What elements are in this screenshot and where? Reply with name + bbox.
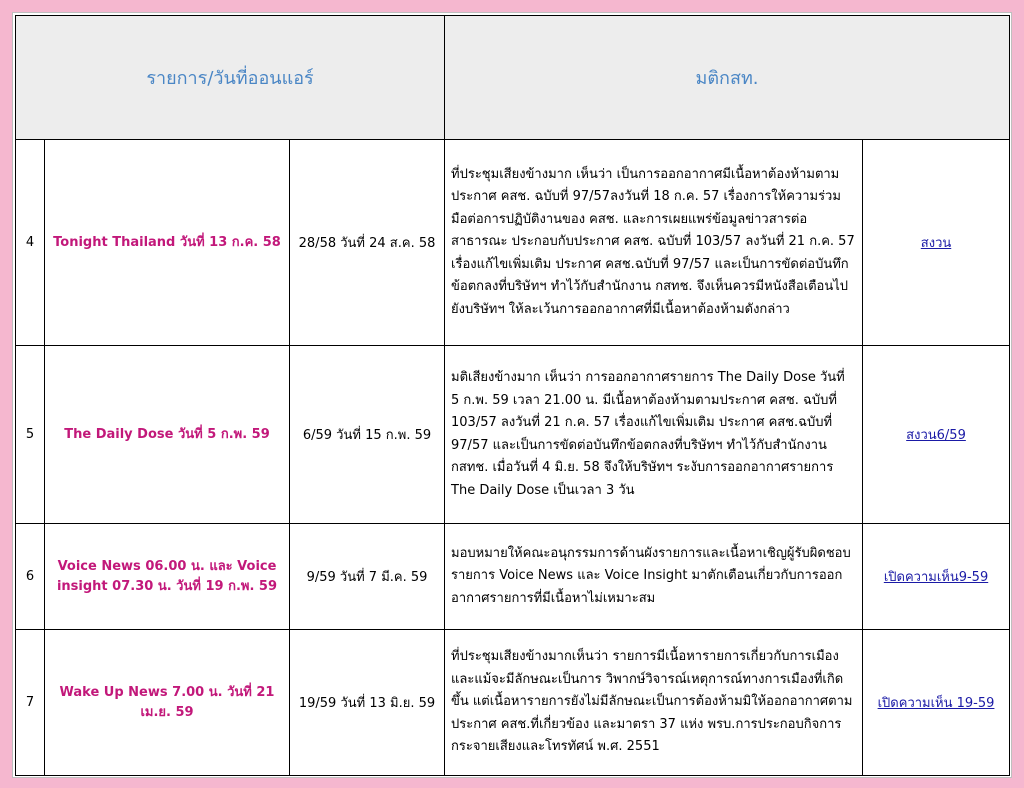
meeting-reference: 28/58 วันที่ 24 ส.ค. 58 (290, 140, 445, 346)
opinion-link[interactable]: เปิดความเห็น9-59 (883, 570, 989, 585)
table-row (16, 524, 1010, 630)
resolutions-table (15, 15, 1010, 776)
link-cell (863, 630, 1010, 776)
table-row (16, 346, 1010, 524)
resolution-text: ที่ประชุมเสียงข้างมากเห็นว่า รายการมีเนื้อหารายการเกี่ยวกับการเมืองและแม้จะมีลักษณะเป็นการ วิพากษ์วิจารณ์เหตุการณ์ทางการเมืองที่เกิดขึ้น แต่เนื้อหารายการยังไม่มีลักษณะเป็นการต้องห้ามมิให้ออกอากาศตามประกาศ คสช.ที่เกี่ยวข้อง และมาตรา 37 แห่ง พรบ.การประกอบกิจการกระจายเสียงและโทรทัศน์ พ.ศ. 2551 (445, 630, 863, 776)
link-cell (863, 346, 1010, 524)
meeting-reference: 6/59 วันที่ 15 ก.พ. 59 (290, 346, 445, 524)
row-number: 6 (16, 524, 45, 630)
meeting-reference: 19/59 วันที่ 13 มิ.ย. 59 (290, 630, 445, 776)
row-number: 7 (16, 630, 45, 776)
program-name: The Daily Dose วันที่ 5 ก.พ. 59 (45, 346, 290, 524)
header-program-date: รายการ/วันที่ออนแอร์ (16, 16, 445, 140)
opinion-link[interactable]: เปิดความเห็น 19-59 (877, 696, 995, 711)
program-name: Tonight Thailand วันที่ 13 ก.ค. 58 (45, 140, 290, 346)
link-cell (863, 524, 1010, 630)
row-number: 4 (16, 140, 45, 346)
program-name: Wake Up News 7.00 น. วันที่ 21 เม.ย. 59 (45, 630, 290, 776)
header-resolution: มติกสท. (445, 16, 1010, 140)
table-header-row (16, 16, 1010, 140)
table-row (16, 140, 1010, 346)
resolution-text: ที่ประชุมเสียงข้างมาก เห็นว่า เป็นการออกอากาศมีเนื้อหาต้องห้ามตามประกาศ คสช. ฉบับที่ 97/57ลงวันที่ 18 ก.ค. 57 เรื่องการให้ความร่วมมือต่อการปฏิบัติงานของ คสช. และการเผยแพร่ข้อมูลข่าวสารต่อสาธารณะ ประกอบกับประกาศ คสช. ฉบับที่ 103/57 ลงวันที่ 21 ก.ค. 57 เรื่องแก้ไขเพิ่มเติม ประกาศ คสช.ฉบับที่ 97/57 และเป็นการขัดต่อบันทึกข้อตกลงที่บริษัทฯ ทำไว้กับสำนักงาน กสทช. จึงเห็นควรมีหนังสือเตือนไปยังบริษัทฯ ให้ละเว้นการออกอากาศที่มีเนื้อหาต้องห้ามดังกล่าว (445, 140, 863, 346)
row-number: 5 (16, 346, 45, 524)
document-page (12, 12, 1012, 778)
program-name: Voice News 06.00 น. และ Voice insight 07.30 น. วันที่ 19 ก.พ. 59 (45, 524, 290, 630)
link-cell (863, 140, 1010, 346)
resolution-text: มติเสียงข้างมาก เห็นว่า การออกอากาศรายการ The Daily Dose วันที่ 5 ก.พ. 59 เวลา 21.00 น. มีเนื้อหาต้องห้ามตามประกาศ คสช. ฉบับที่ 103/57 ลงวันที่ 21 ก.ค. 57 เรื่องแก้ไขเพิ่มเติม ประกาศ คสช.ฉบับที่ 97/57 และเป็นการขัดต่อบันทึกข้อตกลงที่บริษัทฯ ทำไว้กับสำนักงาน กสทช. เมื่อวันที่ 4 มิ.ย. 58 จึงให้บริษัทฯ ระงับการออกอากาศรายการ The Daily Dose เป็นเวลา 3 วัน (445, 346, 863, 524)
opinion-link[interactable]: สงวน (920, 236, 952, 251)
table-row (16, 630, 1010, 776)
resolution-text: มอบหมายให้คณะอนุกรรมการด้านผังรายการและเนื้อหาเชิญผู้รับผิดชอบรายการ Voice News และ Voice Insight มาตักเตือนเกี่ยวกับการออกอากาศรายการที่มีเนื้อหาไม่เหมาะสม (445, 524, 863, 630)
opinion-link[interactable]: สงวน6/59 (906, 428, 966, 443)
meeting-reference: 9/59 วันที่ 7 มี.ค. 59 (290, 524, 445, 630)
